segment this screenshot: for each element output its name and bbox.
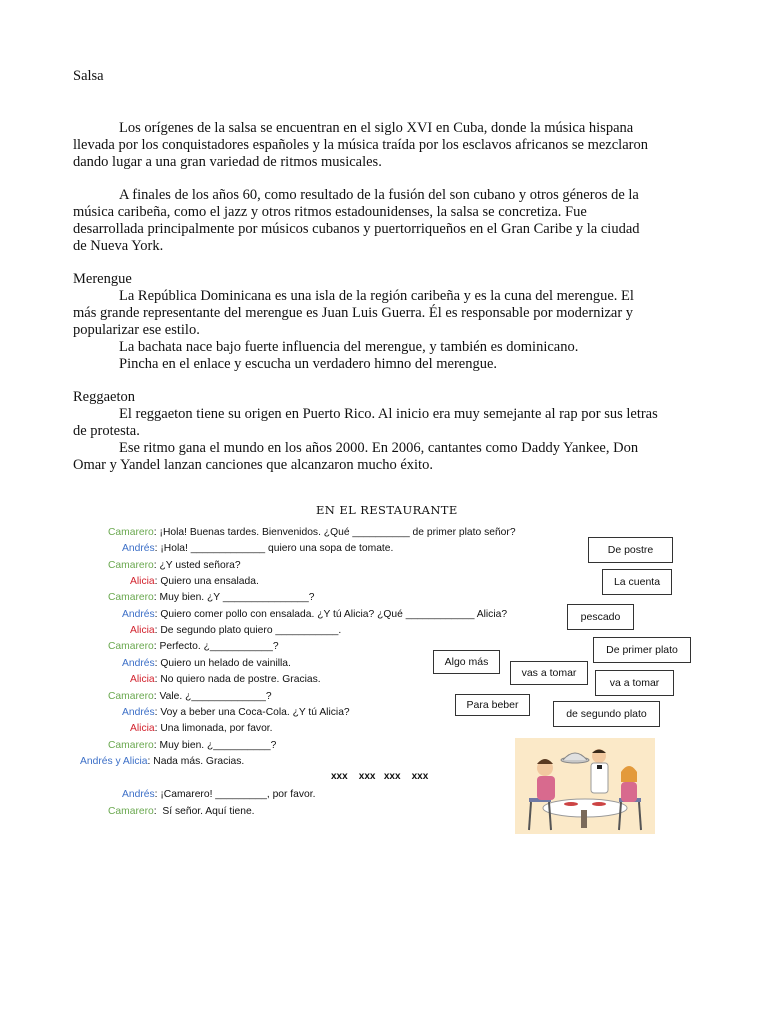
line-text: Voy a beber una Coca-Cola. ¿Y tú Alicia? — [157, 707, 350, 718]
line-text: No quiero nada de postre. Gracias. — [157, 674, 321, 685]
line-text: Quiero una ensalada. — [157, 576, 259, 587]
line-text: Muy bien. ¿__________? — [156, 740, 277, 751]
dialogue-line: Andrés: Quiero comer pollo con ensalada. ¿Y tú Alicia? ¿Qué ____________ Alicia? — [122, 609, 508, 620]
dialogue-line: Camarero: ¡Hola! Buenas tardes. Bienvenidos. ¿Qué __________ de primer plato señor? — [108, 527, 516, 538]
option-box-vas-a-tomar: vas a tomar — [510, 661, 588, 685]
speaker: Camarero — [108, 641, 154, 652]
line-text: Sí señor. Aquí tiene. — [156, 806, 255, 817]
reggaeton-line: Ese ritmo gana el mundo en los años 2000. En 2006, cantantes como Daddy Yankee, Don — [119, 440, 639, 456]
dialogue-line: Andrés y Alicia: Nada más. Gracias. — [80, 756, 245, 767]
merengue-line: La bachata nace bajo fuerte influencia del merengue, y también es dominicano. — [119, 339, 579, 355]
dialogue-line: Andrés: ¡Hola! _____________ quiero una sopa de tomate. — [122, 543, 394, 554]
line-text: ¡Hola! _____________ quiero una sopa de tomate. — [157, 543, 394, 554]
option-box-va-a-tomar: va a tomar — [595, 670, 674, 696]
line-text: Nada más. Gracias. — [150, 756, 245, 767]
salsa-p2-line: desarrollada principalmente por músicos cubanos y puertorriqueños en el Gran Caribe y la ciudad — [73, 221, 640, 237]
salsa-p1-line: Los orígenes de la salsa se encuentran en el siglo XVI en Cuba, donde la música hispana — [119, 120, 634, 136]
option-box-algo-mas: Algo más — [433, 650, 500, 674]
line-text: ¡Camarero! _________, por favor. — [157, 789, 316, 800]
dialogue-line: Andrés: Voy a beber una Coca-Cola. ¿Y tú Alicia? — [122, 707, 350, 718]
merengue-line: popularizar ese estilo. — [73, 322, 200, 338]
line-text: De segundo plato quiero ___________. — [157, 625, 342, 636]
speaker: Andrés — [122, 789, 155, 800]
dialogue-line: Camarero: Sí señor. Aquí tiene. — [108, 806, 255, 817]
dialogue-line: Andrés: Quiero un helado de vainilla. — [122, 658, 291, 669]
speaker: Andrés y Alicia — [80, 756, 148, 767]
dialogue-line: Camarero: Vale. ¿_____________? — [108, 691, 272, 702]
option-box-de-segundo-plato: de segundo plato — [553, 701, 660, 727]
salsa-heading: Salsa — [73, 68, 104, 84]
speaker: Alicia — [130, 723, 155, 734]
salsa-p2-line: de Nueva York. — [73, 238, 164, 254]
line-text: Quiero comer pollo con ensalada. ¿Y tú Alicia? ¿Qué ____________ Alicia? — [157, 609, 508, 620]
speaker: Andrés — [122, 658, 155, 669]
dialogue-line: Camarero: Muy bien. ¿__________? — [108, 740, 277, 751]
speaker: Andrés — [122, 707, 155, 718]
salsa-p2-line: música caribeña, como el jazz y otros ritmos estadounidenses, la salsa se concretiza. Fue — [73, 204, 587, 220]
speaker: Camarero — [108, 592, 154, 603]
speaker: Camarero — [108, 806, 154, 817]
option-box-para-beber: Para beber — [455, 694, 530, 716]
speaker: Alicia — [130, 576, 155, 587]
dialogue-line: Alicia: Una limonada, por favor. — [130, 723, 273, 734]
salsa-p1-line: llevada por los conquistadores españoles y la música traída por los esclavos africanos se mezclaron — [73, 137, 648, 153]
dialogue-line: Camarero: Muy bien. ¿Y _______________? — [108, 592, 315, 603]
speaker: Andrés — [122, 609, 155, 620]
reggaeton-line: El reggaeton tiene su origen en Puerto Rico. Al inicio era muy semejante al rap por sus letras — [119, 406, 658, 422]
line-text: Quiero un helado de vainilla. — [157, 658, 291, 669]
line-text: Vale. ¿_____________? — [156, 691, 272, 702]
restaurant-illustration — [515, 738, 655, 834]
reggaeton-heading: Reggaeton — [73, 389, 136, 405]
salsa-p1-line: dando lugar a una gran variedad de ritmos musicales. — [73, 154, 382, 170]
speaker: Camarero — [108, 527, 154, 538]
speaker: Camarero — [108, 560, 154, 571]
dialogue-separator: xxx xxx xxx xxx — [331, 771, 429, 782]
dialogue-line: Camarero: ¿Y usted señora? — [108, 560, 241, 571]
option-box-pescado: pescado — [567, 604, 634, 630]
speaker: Andrés — [122, 543, 155, 554]
option-box-de-primer-plato: De primer plato — [593, 637, 691, 663]
reggaeton-line: de protesta. — [73, 423, 140, 439]
speaker: Camarero — [108, 691, 154, 702]
salsa-p2-line: A finales de los años 60, como resultado de la fusión del son cubano y otros géneros de la — [119, 187, 639, 203]
option-box-de-postre: De postre — [588, 537, 673, 563]
speaker: Alicia — [130, 674, 155, 685]
speaker: Alicia — [130, 625, 155, 636]
dialogue-line: Alicia: Quiero una ensalada. — [130, 576, 259, 587]
merengue-line: La República Dominicana es una isla de la región caribeña y es la cuna del merengue. El — [119, 288, 634, 304]
merengue-line: Pincha en el enlace y escucha un verdadero himno del merengue. — [119, 356, 498, 372]
reggaeton-line: Omar y Yandel lanzan canciones que alcanzaron mucho éxito. — [73, 457, 433, 473]
line-text: Perfecto. ¿___________? — [156, 641, 279, 652]
merengue-line: más grande representante del merengue es Juan Luis Guerra. Él es responsable por modernizar y — [73, 305, 634, 321]
speaker: Camarero — [108, 740, 154, 751]
merengue-heading: Merengue — [73, 271, 132, 287]
exercise-title: EN EL RESTAURANTE — [316, 503, 458, 517]
option-box-la-cuenta: La cuenta — [602, 569, 672, 595]
line-text: Una limonada, por favor. — [157, 723, 273, 734]
dialogue-line: Camarero: Perfecto. ¿___________? — [108, 641, 279, 652]
dialogue-line: Alicia: De segundo plato quiero ___________. — [130, 625, 342, 636]
line-text: ¿Y usted señora? — [156, 560, 241, 571]
line-text: Muy bien. ¿Y _______________? — [156, 592, 315, 603]
dialogue-line: Alicia: No quiero nada de postre. Gracias. — [130, 674, 321, 685]
dialogue-line: Andrés: ¡Camarero! _________, por favor. — [122, 789, 316, 800]
line-text: ¡Hola! Buenas tardes. Bienvenidos. ¿Qué __________ de primer plato señor? — [156, 527, 516, 538]
